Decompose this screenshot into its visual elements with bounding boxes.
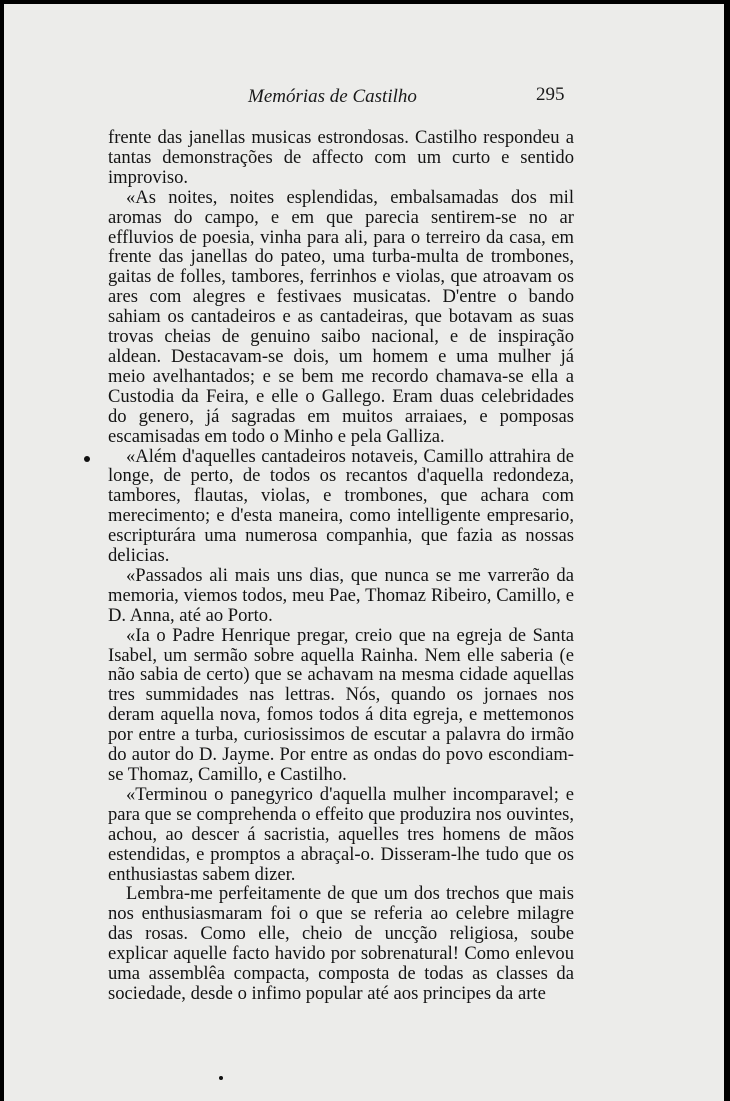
scan-border-top xyxy=(0,0,730,4)
running-header-title: Memórias de Castilho xyxy=(248,86,417,107)
paragraph-3: «Além d'aquelles cantadeiros notaveis, Camillo attrahira de longe, de perto, de todos os recantos d'aquella redondeza, tambores, flautas, violas, e trombones, que achara com merecimento; e d'esta maneira, como intelligente empresario, escripturára uma numerosa companhia, que fazia as nossas delicias. xyxy=(108,445,574,567)
body-text xyxy=(108,128,574,1004)
page-number: 295 xyxy=(536,84,565,105)
paragraph-4: «Passados ali mais uns dias, que nunca se me varrerão da memoria, viemos todos, meu Pae, Thomaz Ribeiro, Camillo, e D. Anna, até ao Porto. xyxy=(108,564,574,626)
paragraph-6: «Terminou o panegyrico d'aquella mulher incomparavel; e para que se comprehenda o effeito que produzira nos ouvintes, achou, ao descer á sacristia, aquelles tres homens de mãos estendidas, e promptos a abraçal-o. Disseram-lhe tudo que os enthusiastas sabem dizer. xyxy=(108,783,574,885)
paragraph-5: «Ia o Padre Henrique pregar, creio que na egreja de Santa Isabel, um sermão sobre aquella Rainha. Nem elle saberia (e não sabia de certo) que se achavam na mesma cidade aquellas tres summidades nas lettras. Nós, quando os jornaes nos deram aquella nova, fomos todos á dita egreja, e mettemonos por entre a turba, curiosissimos de escutar a palavra do irmão do autor do D. Jayme. Por entre as ondas do povo escondiam-se Thomaz, Camillo, e Castilho. xyxy=(108,624,574,785)
paragraph-2: «As noites, noites esplendidas, embalsamadas dos mil aromas do campo, e em que parecia sentirem-se no ar effluvios de poesia, vinha para ali, para o terreiro da casa, em frente das janellas do pateo, uma turba-multa de trombones, gaitas de folles, tambores, ferrinhos e violas, que atroavam os ares com alegres e festivaes musicatas. D'entre o bando sahiam os cantadeiros e as cantadeiras, que botavam as suas trovas cheias de genuino saibo nacional, e de inspiração aldean. Destacavam-se dois, um homem e uma mulher já meio avelhantados; e se bem me recordo chamava-se ella a Custodia da Feira, e elle o Gallego. Eram duas celebridades do genero, já sagradas em muitos arraiaes, e pomposas escamisadas em todo o Minho e pela Galliza. xyxy=(108,186,574,447)
bottom-dot-mark xyxy=(219,1076,223,1080)
scan-border-left xyxy=(0,0,4,1101)
scan-border-right xyxy=(724,0,730,1101)
margin-dot-mark xyxy=(84,456,90,462)
paragraph-1: frente das janellas musicas estrondosas. Castilho respondeu a tantas demonstrações de affecto com um curto e sentido improviso. xyxy=(108,127,574,188)
paragraph-7: Lembra-me perfeitamente de que um dos trechos que mais nos enthusiasmaram foi o que se referia ao celebre milagre das rosas. Como elle, cheio de uncção religiosa, soube explicar aquelle facto havido por sobrenatural! Como enlevou uma assemblêa compacta, composta de todas as classes da sociedade, desde o infimo popular até aos principes da arte xyxy=(108,883,574,1004)
